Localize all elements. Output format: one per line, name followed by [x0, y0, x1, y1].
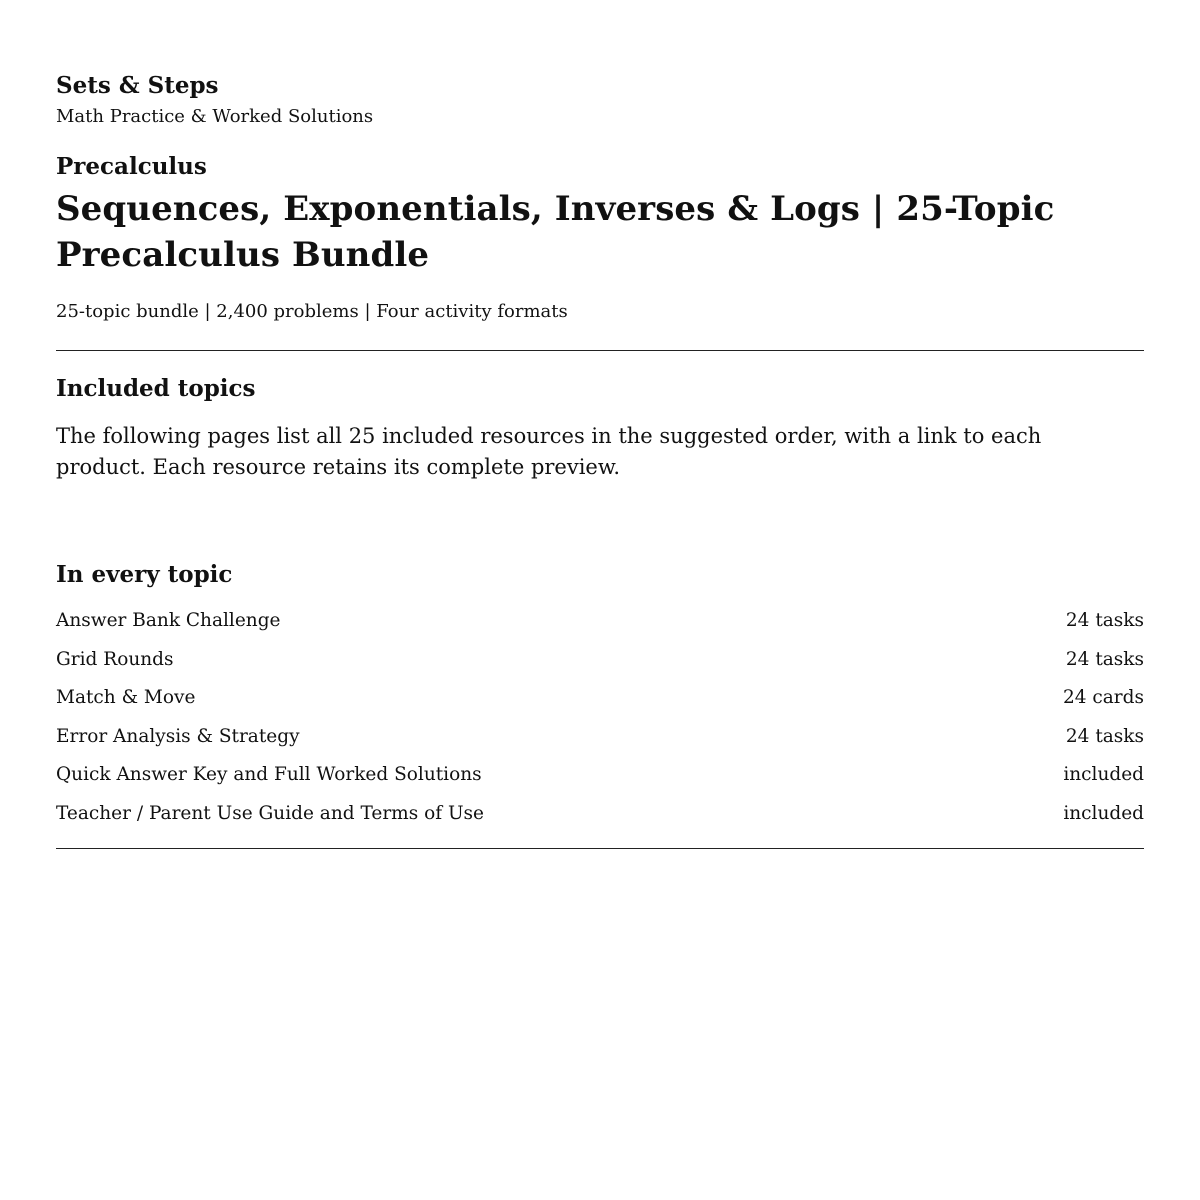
item-count: included	[1063, 764, 1144, 785]
included-topics-heading: Included topics	[56, 375, 256, 402]
item-count: 24 tasks	[1065, 648, 1144, 670]
divider-bottom	[56, 848, 1144, 849]
item-name: Answer Bank Challenge	[56, 610, 281, 631]
every-topic-heading: In every topic	[56, 561, 233, 588]
item-name: Error Analysis & Strategy	[56, 725, 300, 747]
item-count: included	[1063, 802, 1144, 824]
brand-tagline: Math Practice & Worked Solutions	[56, 106, 374, 127]
list-item	[56, 799, 1144, 838]
list-item	[56, 760, 1144, 799]
item-count: 24 tasks	[1065, 725, 1144, 747]
item-count: 24 tasks	[1065, 610, 1144, 631]
included-topics-text: The following pages list all 25 included resources in the suggested order, with a link to each product. Each resource retains its complete preview.	[56, 424, 1042, 479]
product-category: Precalculus	[56, 153, 207, 180]
item-name: Quick Answer Key and Full Worked Solutions	[56, 764, 482, 785]
list-item	[56, 645, 1144, 684]
item-name: Teacher / Parent Use Guide and Terms of Use	[56, 802, 484, 824]
product-meta: 25-topic bundle | 2,400 problems | Four activity formats	[56, 301, 568, 322]
product-title: Sequences, Exponentials, Inverses & Logs | 25-Topic Precalculus Bundle	[56, 189, 1055, 275]
brand-name: Sets & Steps	[56, 72, 219, 99]
list-item	[56, 606, 1144, 645]
every-topic-list	[56, 606, 1144, 837]
item-name: Match & Move	[56, 687, 196, 708]
item-count: 24 cards	[1063, 687, 1144, 708]
list-item	[56, 683, 1144, 722]
item-name: Grid Rounds	[56, 648, 174, 670]
divider-top	[56, 350, 1144, 351]
list-item	[56, 722, 1144, 761]
